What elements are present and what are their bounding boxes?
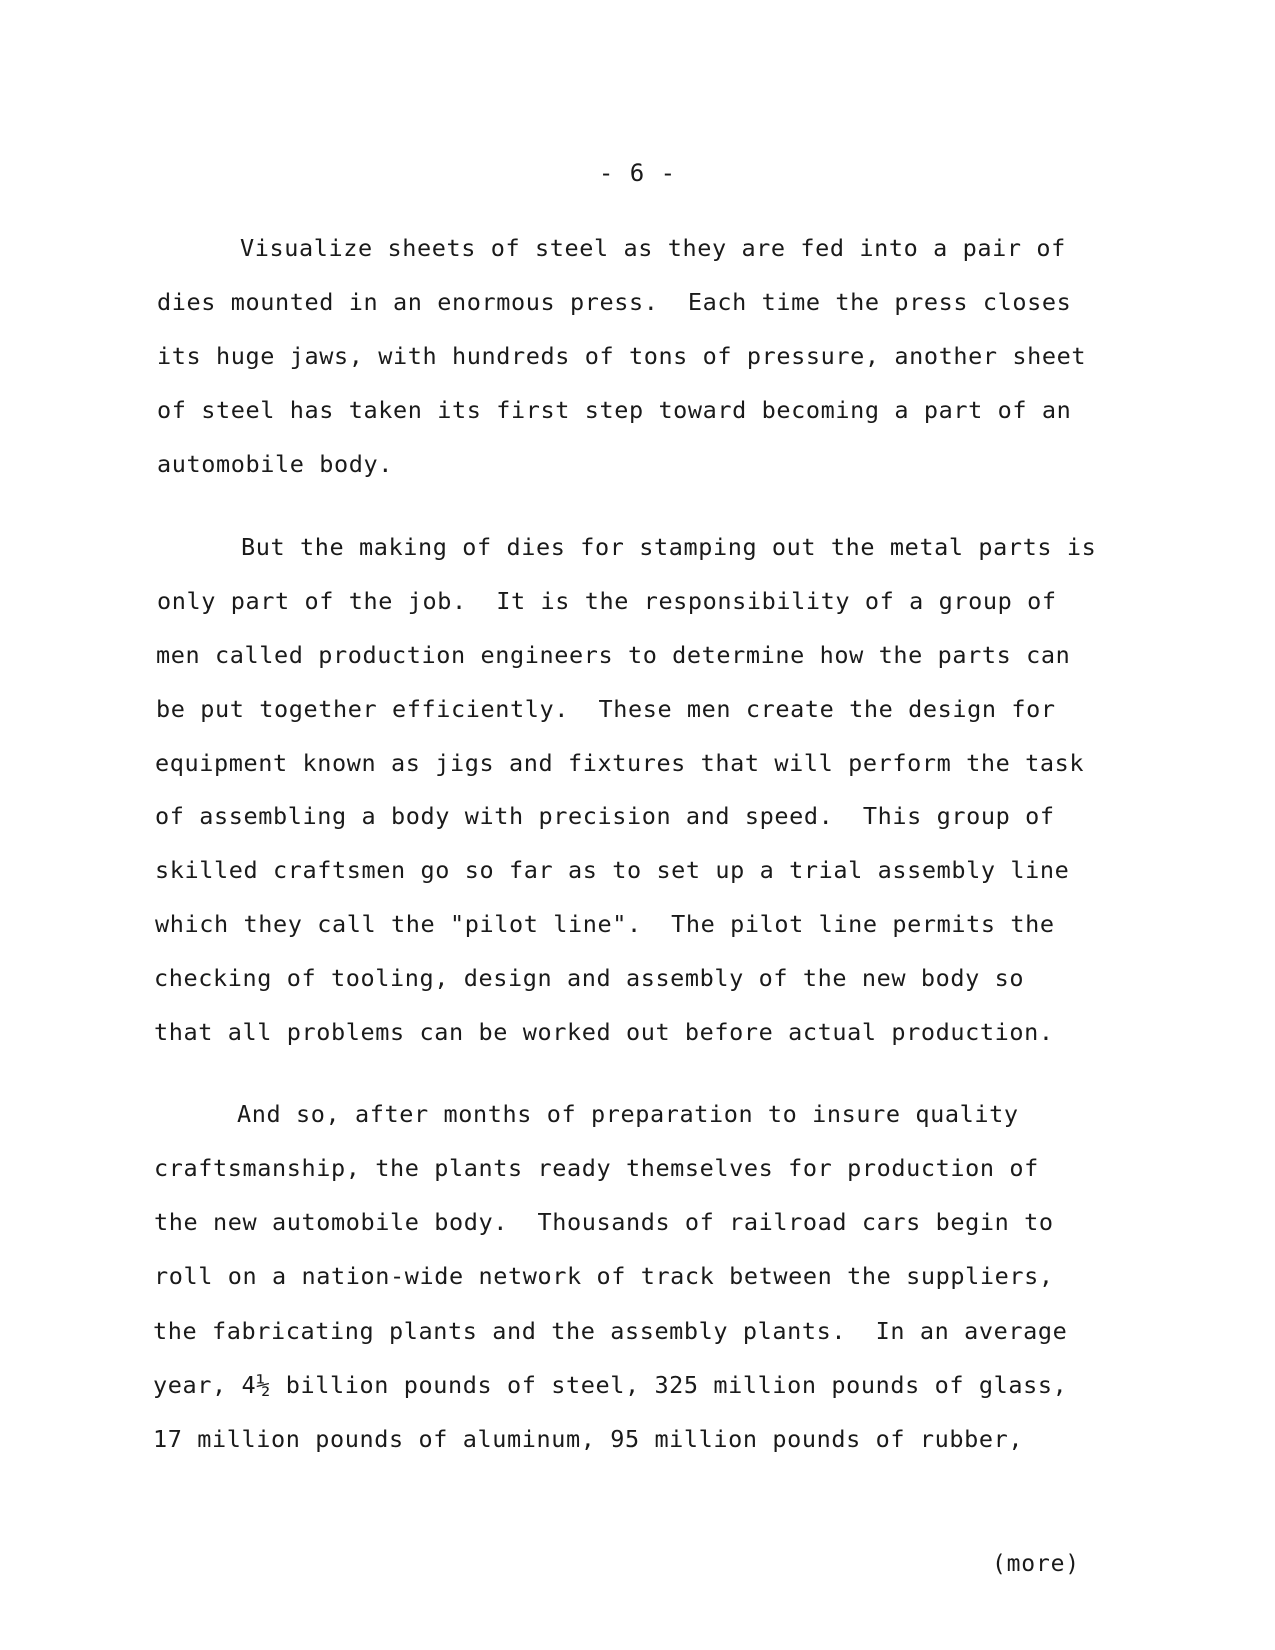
text-line: checking of tooling, design and assembly of the new body so: [154, 964, 1025, 992]
text-line: equipment known as jigs and fixtures that will perform the task: [155, 749, 1085, 777]
text-line: craftsmanship, the plants ready themselves for production of: [154, 1154, 1039, 1182]
text-line: of assembling a body with precision and speed. This group of: [155, 802, 1055, 830]
continuation-marker: (more): [992, 1551, 1080, 1577]
text-line: that all problems can be worked out before actual production.: [154, 1018, 1054, 1046]
text-line: dies mounted in an enormous press. Each time the press closes: [157, 288, 1072, 316]
text-line: its huge jaws, with hundreds of tons of pressure, another sheet: [157, 342, 1087, 370]
text-line: skilled craftsmen go so far as to set up a trial assembly line: [155, 856, 1070, 884]
text-line: the fabricating plants and the assembly plants. In an average: [153, 1317, 1068, 1345]
text-line: only part of the job. It is the responsibility of a group of: [157, 587, 1057, 615]
text-line: 17 million pounds of aluminum, 95 million pounds of rubber,: [153, 1425, 1024, 1453]
text-line: the new automobile body. Thousands of railroad cars begin to: [154, 1208, 1054, 1236]
text-line: men called production engineers to determine how the parts can: [156, 641, 1071, 669]
text-line: But the making of dies for stamping out the metal parts is: [241, 533, 1097, 561]
text-line: of steel has taken its first step toward becoming a part of an: [157, 396, 1072, 424]
text-line: automobile body.: [157, 450, 393, 478]
page-number: - 6 -: [598, 159, 677, 187]
text-line: And so, after months of preparation to insure quality: [237, 1100, 1019, 1128]
text-line: roll on a nation-wide network of track between the suppliers,: [154, 1262, 1054, 1290]
text-line: Visualize sheets of steel as they are fed into a pair of: [240, 234, 1066, 262]
text-line: be put together efficiently. These men create the design for: [156, 695, 1056, 723]
text-line: which they call the "pilot line". The pilot line permits the: [155, 910, 1055, 938]
text-line: year, 4½ billion pounds of steel, 325 million pounds of glass,: [153, 1371, 1068, 1399]
